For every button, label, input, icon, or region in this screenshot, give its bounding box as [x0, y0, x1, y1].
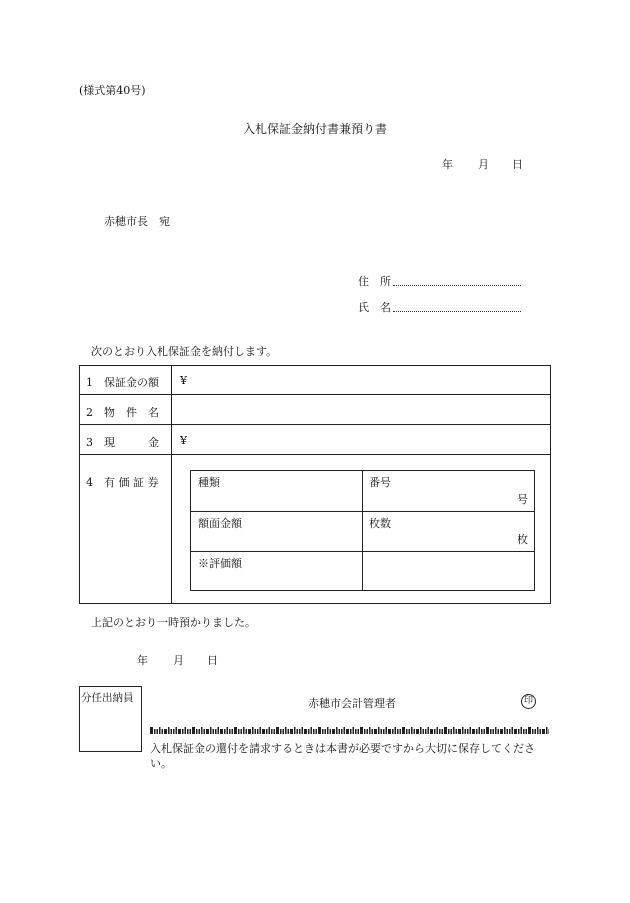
receipt-date-year-label: 年: [137, 654, 148, 667]
perforation-tick: [409, 729, 411, 734]
perforation-tick: [458, 729, 461, 734]
perforation-tick: [504, 727, 506, 734]
perforation-tick: [428, 727, 430, 734]
perforation-tick: [437, 727, 439, 734]
perforation-tick: [266, 729, 268, 734]
perforation-tick: [238, 729, 240, 734]
perforation-tick: [411, 727, 413, 734]
perforation-tick: [512, 727, 514, 734]
row-value-item-name[interactable]: [180, 404, 540, 418]
perforation-tick: [206, 729, 209, 734]
perforation-tick: [224, 729, 226, 734]
perforation-tick: [381, 729, 383, 734]
perforation-tick: [336, 727, 338, 734]
perforation-tick: [190, 729, 192, 734]
perforation-tick: [465, 729, 467, 734]
perforation-tick: [215, 729, 217, 734]
perforation-tick: [540, 729, 542, 734]
perforation-tick: [178, 729, 181, 734]
deposit-table: [79, 365, 551, 604]
perforation-tick: [201, 727, 203, 734]
row-label-securities: 4 有 価 証 券: [86, 476, 159, 489]
perforation-line: [150, 727, 549, 735]
row-label-guarantee-amount: 1 保証金の額: [86, 376, 159, 389]
perforation-tick: [280, 729, 282, 734]
table-row-divider: [80, 424, 550, 425]
perforation-tick: [210, 727, 212, 734]
perforation-tick: [481, 729, 483, 734]
perforation-tick: [313, 729, 315, 734]
address-field[interactable]: [393, 285, 521, 286]
perforation-tick: [168, 727, 170, 734]
perforation-tick: [456, 729, 458, 734]
row-value-cash[interactable]: ¥: [180, 434, 187, 447]
perforation-tick: [276, 727, 279, 734]
addressee: 赤穂市長 宛: [104, 215, 170, 228]
perforation-tick: [290, 729, 293, 734]
table-row-divider: [80, 394, 550, 395]
perforation-tick: [423, 729, 425, 734]
perforation-tick: [402, 727, 405, 734]
table-column-divider: [171, 366, 172, 603]
securities-number-unit: 号: [517, 493, 528, 506]
perforation-tick: [406, 729, 408, 734]
perforation-tick: [546, 727, 548, 734]
perforation-tick: [355, 729, 357, 734]
perforation-tick: [430, 729, 433, 734]
perforation-tick: [392, 729, 394, 734]
perforation-tick: [283, 729, 285, 734]
perforation-tick: [537, 727, 539, 734]
perforation-tick: [297, 729, 299, 734]
perforation-tick: [173, 729, 175, 734]
perforation-tick: [271, 729, 273, 734]
treasurer-name: 赤穂市会計管理者: [308, 697, 396, 710]
perforation-tick: [549, 729, 550, 734]
perforation-tick: [162, 729, 164, 734]
perforation-tick: [285, 727, 287, 734]
perforation-tick: [274, 729, 276, 734]
perforation-tick: [386, 727, 388, 734]
securities-column-divider: [362, 471, 363, 590]
perforation-tick: [157, 729, 159, 734]
securities-table: [190, 470, 535, 591]
perforation-tick: [187, 729, 189, 734]
perforation-tick: [353, 727, 355, 734]
stamp-box: [79, 686, 142, 752]
securities-number-label: 番号: [369, 476, 391, 489]
perforation-tick: [535, 729, 537, 734]
perforation-tick: [360, 727, 363, 734]
perforation-tick: [532, 729, 534, 734]
receipt-date-month-label: 月: [173, 654, 184, 667]
perforation-tick: [246, 729, 248, 734]
perforation-tick: [378, 727, 380, 734]
perforation-tick: [288, 729, 290, 734]
perforation-tick: [467, 729, 469, 734]
receipt-date-day-label: 日: [207, 654, 218, 667]
row-label-cash: 3 現 金: [86, 436, 159, 449]
perforation-tick: [182, 729, 184, 734]
perforation-tick: [453, 727, 455, 734]
perforation-tick: [159, 727, 161, 734]
table-row-divider: [80, 454, 550, 455]
perforation-tick: [490, 729, 492, 734]
perforation-tick: [311, 727, 313, 734]
date-month-label: 月: [478, 158, 489, 171]
perforation-tick: [185, 727, 187, 734]
row-label-item-name: 2 物 件 名: [86, 406, 159, 419]
perforation-tick: [332, 729, 335, 734]
notice-text: 入札保証金の還付を請求するときは本書が必要ですから大切に保存してください。: [150, 742, 535, 770]
perforation-tick: [192, 727, 195, 734]
perforation-tick: [442, 729, 444, 734]
perforation-tick: [164, 729, 167, 734]
perforation-tick: [542, 729, 545, 734]
form-number: (様式第40号): [79, 84, 146, 97]
perforation-tick: [476, 729, 478, 734]
perforation-tick: [316, 729, 318, 734]
address-label: 住 所: [358, 275, 391, 288]
perforation-tick: [514, 729, 517, 734]
perforation-tick: [302, 727, 304, 734]
perforation-tick: [330, 729, 332, 734]
perforation-tick: [350, 729, 352, 734]
perforation-tick: [229, 729, 231, 734]
perforation-tick: [509, 729, 511, 734]
perforation-tick: [262, 729, 265, 734]
perforation-tick: [176, 727, 178, 734]
perforation-tick: [479, 727, 481, 734]
perforation-tick: [470, 727, 472, 734]
date-day-label: 日: [512, 158, 523, 171]
perforation-tick: [220, 729, 223, 734]
perforation-tick: [199, 729, 201, 734]
perforation-tick: [439, 729, 441, 734]
perforation-tick: [367, 729, 369, 734]
perforation-tick: [444, 727, 447, 734]
name-field[interactable]: [393, 311, 521, 312]
perforation-tick: [243, 727, 245, 734]
perforation-tick: [232, 729, 234, 734]
perforation-tick: [196, 729, 198, 734]
perforation-tick: [486, 727, 489, 734]
perforation-tick: [495, 727, 497, 734]
securities-count-label: 枚数: [369, 517, 391, 530]
perforation-tick: [526, 729, 528, 734]
securities-face-value-label: 額面金額: [198, 517, 242, 530]
perforation-tick: [339, 729, 341, 734]
perforation-tick: [150, 727, 153, 734]
perforation-tick: [388, 729, 391, 734]
securities-count-unit: 枚: [517, 533, 528, 546]
perforation-tick: [299, 729, 301, 734]
perforation-tick: [248, 729, 251, 734]
perforation-tick: [414, 729, 416, 734]
perforation-tick: [364, 729, 366, 734]
perforation-tick: [171, 729, 173, 734]
perforation-tick: [213, 729, 215, 734]
perforation-tick: [397, 729, 399, 734]
perforation-tick: [425, 729, 427, 734]
perforation-tick: [395, 727, 397, 734]
perforation-tick: [257, 729, 259, 734]
stamp-box-label: 分任出納員: [81, 692, 134, 704]
seal-mark: [521, 694, 536, 709]
perforation-tick: [434, 729, 436, 734]
perforation-tick: [241, 729, 243, 734]
perforation-tick: [420, 727, 422, 734]
perforation-tick: [462, 727, 464, 734]
securities-type-label: 種類: [198, 476, 220, 489]
perforation-tick: [327, 727, 329, 734]
perforation-tick: [218, 727, 220, 734]
perforation-tick: [344, 727, 346, 734]
seal-char: 印: [523, 696, 533, 706]
perforation-tick: [518, 729, 520, 734]
perforation-tick: [528, 727, 531, 734]
perforation-tick: [472, 729, 475, 734]
perforation-tick: [484, 729, 486, 734]
row-value-guarantee-amount[interactable]: ¥: [180, 374, 187, 387]
perforation-tick: [372, 729, 374, 734]
perforation-tick: [308, 729, 310, 734]
perforation-tick: [260, 727, 262, 734]
perforation-tick: [451, 729, 453, 734]
perforation-tick: [383, 729, 385, 734]
perforation-tick: [322, 729, 324, 734]
name-label: 氏 名: [358, 301, 391, 314]
perforation-tick: [521, 727, 523, 734]
perforation-tick: [227, 727, 229, 734]
perforation-tick: [255, 729, 257, 734]
perforation-tick: [234, 727, 237, 734]
perforation-tick: [269, 727, 271, 734]
perforation-tick: [523, 729, 525, 734]
perforation-tick: [416, 729, 419, 734]
perforation-tick: [358, 729, 360, 734]
perforation-tick: [154, 729, 156, 734]
document-title: 入札保証金納付書兼預り書: [242, 122, 387, 136]
perforation-tick: [448, 729, 450, 734]
perforation-tick: [318, 727, 321, 734]
securities-valuation-label: ※評価額: [198, 557, 242, 570]
perforation-tick: [374, 729, 377, 734]
received-text: 上記のとおり一時預かりました。: [91, 616, 256, 629]
perforation-tick: [252, 727, 254, 734]
perforation-tick: [294, 727, 296, 734]
perforation-tick: [498, 729, 500, 734]
perforation-tick: [493, 729, 495, 734]
perforation-tick: [325, 729, 327, 734]
perforation-tick: [507, 729, 509, 734]
perforation-tick: [204, 729, 206, 734]
perforation-tick: [369, 727, 371, 734]
perforation-tick: [341, 729, 343, 734]
perforation-tick: [346, 729, 349, 734]
perforation-tick: [500, 729, 503, 734]
perforation-tick: [400, 729, 402, 734]
perforation-tick: [304, 729, 307, 734]
intro-text: 次のとおり入札保証金を納付します。: [91, 345, 278, 358]
date-year-label: 年: [442, 158, 453, 171]
